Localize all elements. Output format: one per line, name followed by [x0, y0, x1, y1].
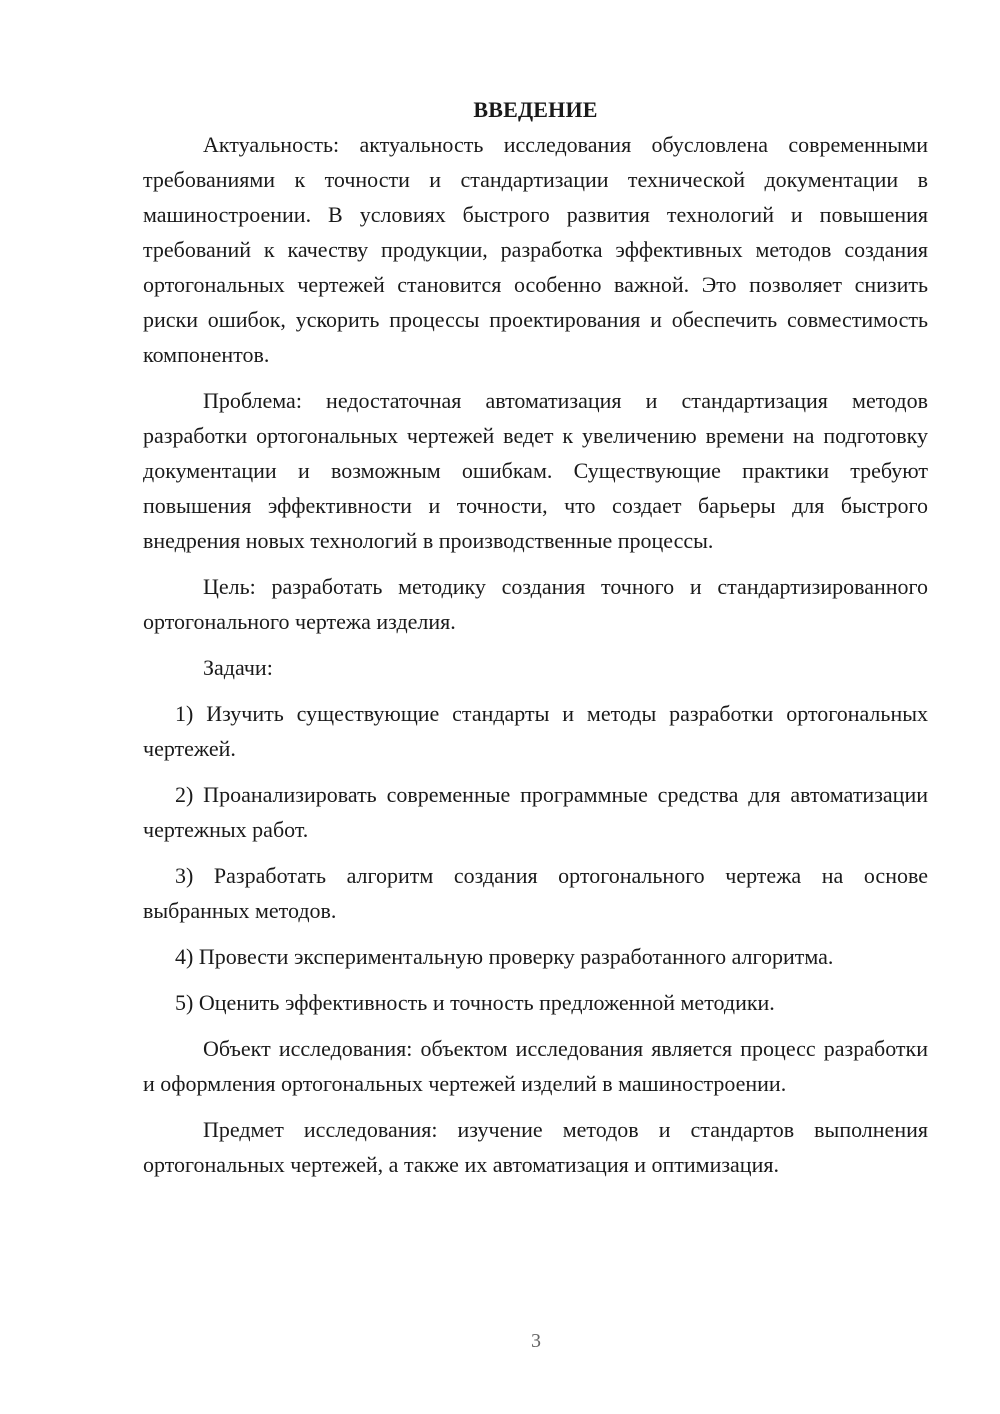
task-item-1: 1) Изучить существующие стандарты и методы разработки ортогональных чертежей. [143, 701, 928, 761]
paragraph-relevance: Актуальность: актуальность исследования обусловлена современными требованиями к точности и стандартизации технической документации в машиностроении. В условиях быстрого развития технологий и повышения требований к качеству продукции, разработка эффективных методов создания ортогональных чертежей становится особенно важной. Это позволяет снизить риски ошибок, ускорить процессы проектирования и обеспечить совместимость компонентов. [143, 132, 928, 367]
tasks-heading: Задачи: [203, 655, 273, 680]
task-item-2: 2) Проанализировать современные программные средства для автоматизации чертежных работ. [143, 782, 928, 842]
paragraph-goal: Цель: разработать методику создания точного и стандартизированного ортогонального чертежа изделия. [143, 574, 928, 634]
task-item-3: 3) Разработать алгоритм создания ортогонального чертежа на основе выбранных методов. [143, 863, 928, 923]
paragraph-problem: Проблема: недостаточная автоматизация и стандартизация методов разработки ортогональных чертежей ведет к увеличению времени на подготовку документации и возможным ошибкам. Существующие практики требуют повышения эффективности и точности, что создает барьеры для быстрого внедрения новых технологий в производственные процессы. [143, 388, 928, 553]
task-item-4: 4) Провести экспериментальную проверку разработанного алгоритма. [175, 944, 834, 969]
page-title: ВВЕДЕНИЕ [473, 97, 598, 122]
document-page [143, 92, 928, 1182]
paragraph-subject: Предмет исследования: изучение методов и стандартов выполнения ортогональных чертежей, а также их автоматизация и оптимизация. [143, 1117, 928, 1177]
task-item-5: 5) Оценить эффективность и точность предложенной методики. [175, 990, 775, 1015]
page-number: 3 [531, 1330, 541, 1352]
paragraph-object: Объект исследования: объектом исследования является процесс разработки и оформления ортогональных чертежей изделий в машиностроении. [143, 1036, 928, 1096]
